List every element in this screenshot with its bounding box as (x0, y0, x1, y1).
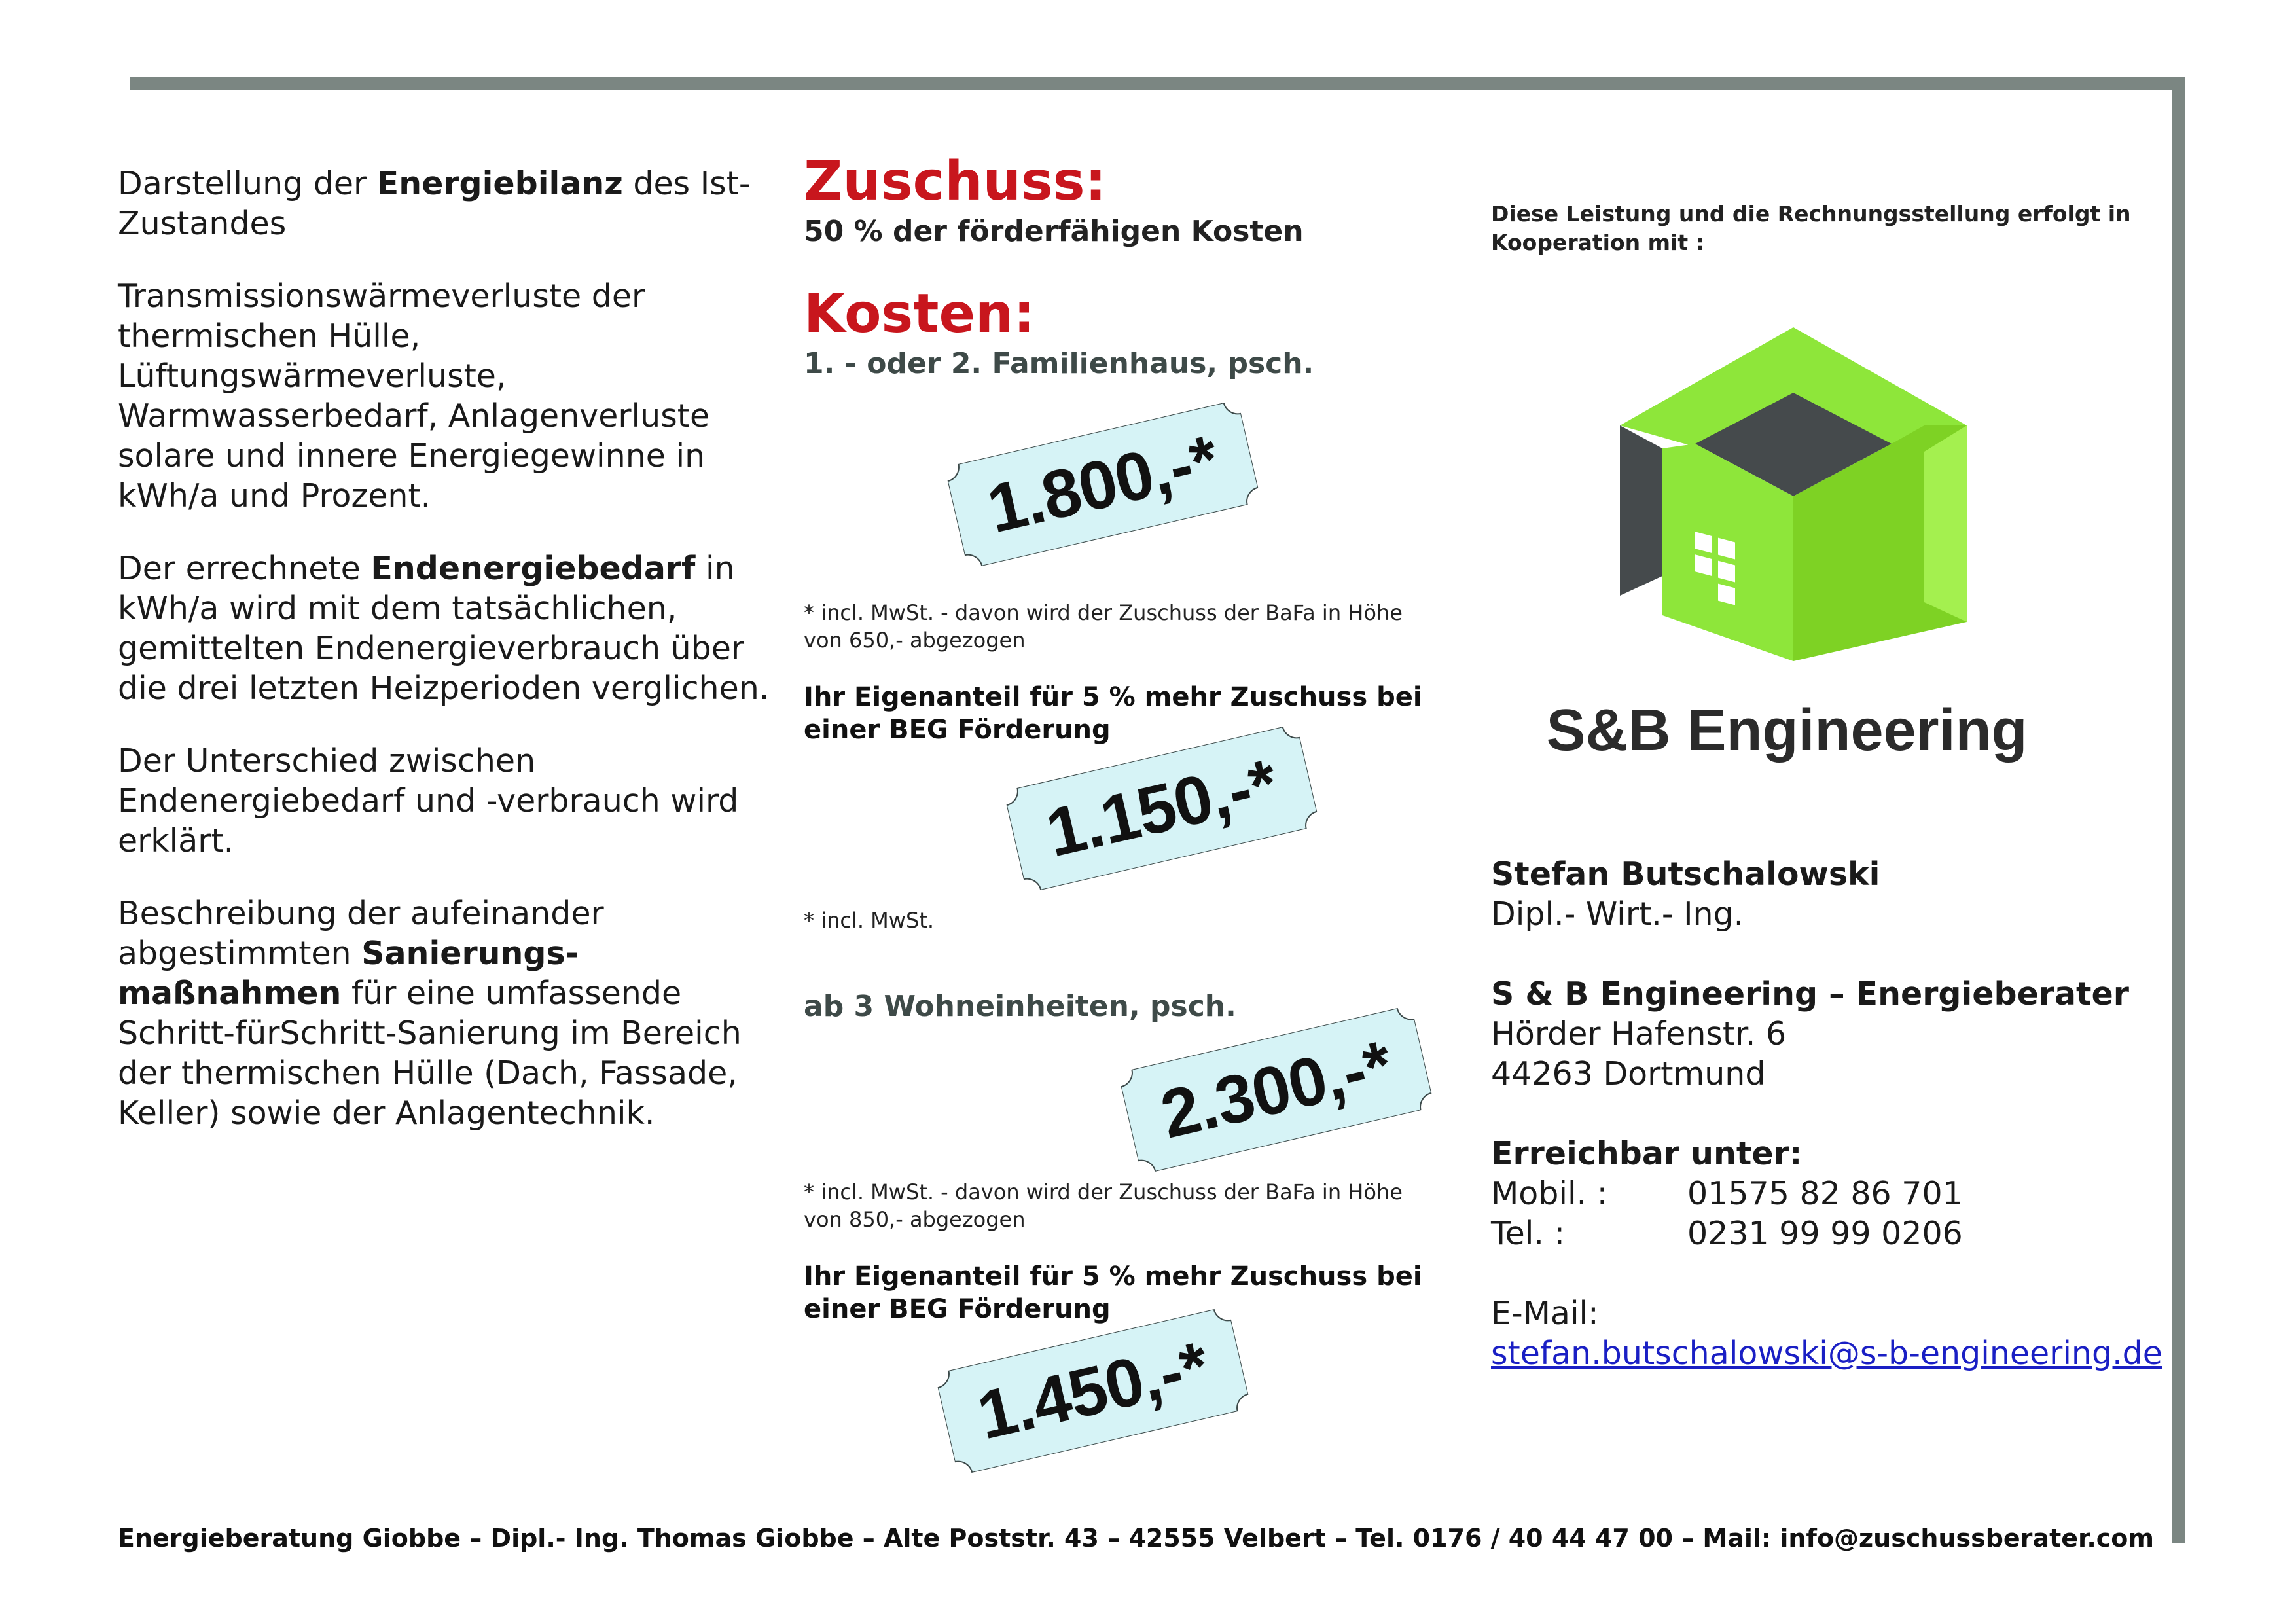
vat-note-1: * incl. MwSt. - davon wird der Zuschuss der BaFa in Höhe von 650,- abgezogen (804, 600, 1403, 653)
mobile-label: Mobil. : (1491, 1175, 1608, 1212)
reach-label: Erreichbar unter: (1491, 1135, 1803, 1172)
phone-label: Tel. : (1491, 1215, 1566, 1252)
paragraph-final-energy: Der errechnete Endenergiebedarf in kWh/a wird mit dem tatsächlichen, gemittelten Endenergieverbrauch über die drei letzten Heizperioden verglichen. (118, 550, 770, 707)
contact-title: Dipl.- Wirt.- Ing. (1491, 895, 1744, 933)
price-value: 1.450,-* (971, 1327, 1215, 1454)
phone-row (1491, 1214, 2211, 1254)
street-address: Hörder Hafenstr. 6 (1491, 1015, 1787, 1053)
description-column (118, 164, 785, 1166)
paragraph-losses: Transmissionswärmeverluste der thermischen Hülle, Lüftungswärmeverluste, Warmwasserbedarf, Anlagenverluste solare und innere Energiegewinne in kWh/a und Prozent. (118, 278, 710, 514)
email-link[interactable]: stefan.butschalowski@s-b-engineering.de (1491, 1335, 2162, 1372)
price-ticket-1800 (944, 399, 1261, 569)
multi-unit-text: ab 3 Wohneinheiten, psch. (804, 990, 1236, 1023)
city-address: 44263 Dortmund (1491, 1055, 1766, 1092)
price-value: 1.150,-* (1039, 744, 1284, 872)
paragraph-energy-balance: Darstellung der Energiebilanz des Ist-Zustandes (118, 165, 751, 242)
phone-number: 0231 99 99 0206 (1687, 1215, 1963, 1252)
email-label: E-Mail: (1491, 1295, 1599, 1332)
paragraph-difference: Der Unterschied zwischen Endenergiebedarf und -verbrauch wird erklärt. (118, 742, 739, 859)
mobile-number: 01575 82 86 701 (1687, 1175, 1963, 1212)
own-share-text-2: Ihr Eigenanteil für 5 % mehr Zuschuss bei einer BEG Förderung (804, 1261, 1422, 1324)
pricing-column (804, 151, 1432, 382)
frame-top-border (130, 77, 2185, 90)
zuschuss-text: 50 % der förderfähigen Kosten (804, 215, 1304, 248)
cooperation-note: Diese Leistung und die Rechnungsstellung erfolgt in Kooperation mit : (1491, 201, 2131, 255)
sb-engineering-logo-icon (1597, 327, 1990, 668)
kosten-heading: Kosten: (804, 283, 1035, 345)
vat-note-3: * incl. MwSt. - davon wird der Zuschuss der BaFa in Höhe von 850,- abgezogen (804, 1180, 1403, 1232)
contact-block (1491, 854, 2211, 1373)
price-ticket-1450 (935, 1306, 1251, 1475)
own-share-text-1: Ihr Eigenanteil für 5 % mehr Zuschuss bei einer BEG Förderung (804, 682, 1422, 745)
brand-name: S&B Engineering (1546, 698, 2028, 763)
company-name: S & B Engineering – Energieberater (1491, 975, 2129, 1013)
mobile-row (1491, 1174, 2211, 1214)
footer-address: Energieberatung Giobbe – Dipl.- Ing. Thomas Giobbe – Alte Poststr. 43 – 42555 Velbert – Tel. 0176 / 40 44 47 00 – Mail: info@zuschussberater.com (118, 1524, 2154, 1553)
paragraph-renovation: Beschreibung der aufeinander abgestimmten Sanierungs-maßnahmen für eine umfassende Schritt-fürSchritt-Sanierung im Bereich der thermischen Hülle (Dach, Fassade, Keller) sowie der Anlagentechnik. (118, 895, 742, 1132)
price-value: 1.800,-* (980, 420, 1225, 548)
price-ticket-2300 (1118, 1005, 1435, 1174)
vat-note-2: * incl. MwSt. (804, 908, 934, 933)
contact-name: Stefan Butschalowski (1491, 856, 1880, 893)
price-value: 2.300,-* (1154, 1026, 1399, 1153)
kosten-text: 1. - oder 2. Familienhaus, psch. (804, 347, 1314, 380)
price-ticket-1150 (1003, 723, 1320, 893)
zuschuss-heading: Zuschuss: (804, 151, 1107, 213)
